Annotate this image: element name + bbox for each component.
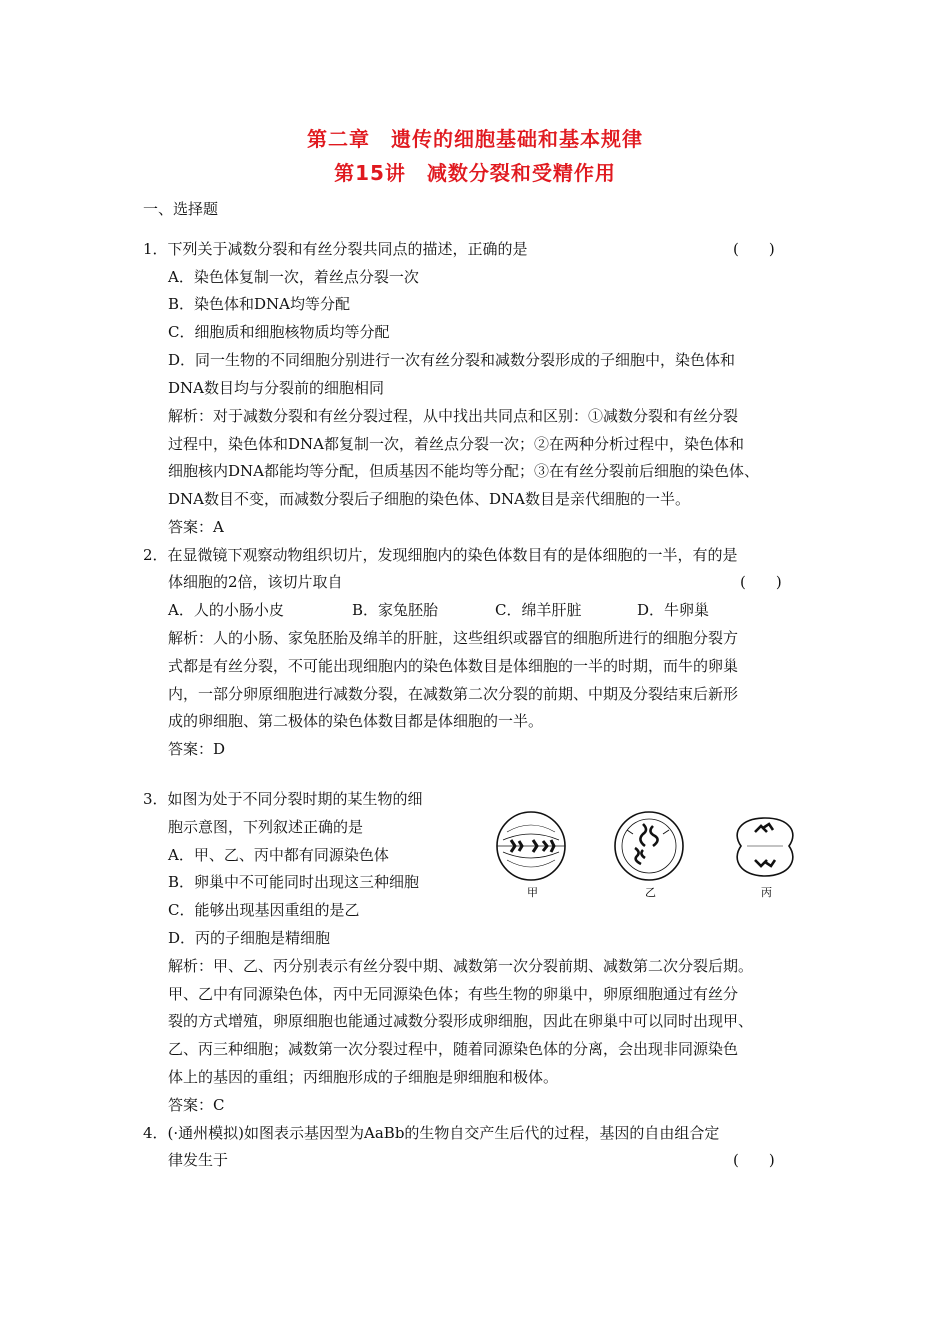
section-heading: 一、选择题 [143,200,219,218]
q1-option-d-line1: D．同一生物的不同细胞分别进行一次有丝分裂和减数分裂形成的子细胞中，染色体和 [168,351,736,369]
lesson-title: 第15讲 减数分裂和受精作用 [334,161,616,185]
q4-stem-line2: 律发生于 [168,1151,229,1169]
q3-stem-line1: 3．如图为处于不同分裂时期的某生物的细 [143,790,423,808]
q4-stem-line1: 4．(·通州模拟)如图表示基因型为AaBb的生物自交产生后代的过程，基因的自由组合定 [143,1124,720,1142]
q2-stem-line2: 体细胞的2倍，该切片取自 [168,573,343,591]
q3-analysis-line5: 体上的基因的重组；丙细胞形成的子细胞是卵细胞和极体。 [168,1068,559,1086]
q3-option-d: D．丙的子细胞是精细胞 [168,929,331,947]
q3-option-c: C．能够出现基因重组的是乙 [168,901,360,919]
q2-option-c: C．绵羊肝脏 [495,601,582,619]
cell-yi [615,812,683,880]
cell-label-yi: 乙 [645,886,656,899]
q1-option-d-line2: DNA数目均与分裂前的细胞相同 [168,379,384,397]
q3-analysis-line3: 裂的方式增殖，卵原细胞也能通过减数分裂形成卵细胞，因此在卵巢中可以同时出现甲、 [168,1012,754,1030]
cell-division-figure [493,810,813,900]
q2-analysis-line4: 成的卵细胞、第二极体的染色体数目都是体细胞的一半。 [168,712,544,730]
q1-analysis-line1: 解析：对于减数分裂和有丝分裂过程，从中找出共同点和区别：①减数分裂和有丝分裂 [168,407,739,425]
q1-option-c: C．细胞质和细胞核物质均等分配 [168,323,390,341]
q1-analysis-line2: 过程中，染色体和DNA都复制一次，着丝点分裂一次；②在两种分析过程中，染色体和 [168,435,744,453]
q3-option-b: B．卵巢中不可能同时出现这三种细胞 [168,873,420,891]
q1-analysis-line4: DNA数目不变，而减数分裂后子细胞的染色体、DNA数目是亲代细胞的一半。 [168,490,690,508]
cell-label-jia: 甲 [527,886,538,899]
q1-option-b: B．染色体和DNA均等分配 [168,295,351,313]
q2-option-d: D．牛卵巢 [637,601,710,619]
q2-analysis-line3: 内，一部分卵原细胞进行减数分裂，在减数第二次分裂的前期、中期及分裂结束后新形 [168,685,739,703]
q2-answer: 答案：D [168,740,226,758]
q3-option-a: A．甲、乙、丙中都有同源染色体 [168,846,389,864]
q4-answer-blank: ( ) [733,1151,775,1169]
cell-jia [497,812,565,880]
q1-stem: 1．下列关于减数分裂和有丝分裂共同点的描述，正确的是 [143,240,528,258]
q3-stem-line2: 胞示意图，下列叙述正确的是 [168,818,364,836]
q2-answer-blank: ( ) [740,573,782,591]
q3-analysis-line4: 乙、丙三种细胞；减数第一次分裂过程中，随着同源染色体的分离，会出现非同源染色 [168,1040,739,1058]
q2-option-b: B．家兔胚胎 [352,601,439,619]
q3-analysis-line1: 解析：甲、乙、丙分别表示有丝分裂中期、减数第一次分裂前期、减数第二次分裂后期。 [168,957,754,975]
q1-answer-blank: ( ) [733,240,775,258]
q2-option-a: A．人的小肠小皮 [168,601,284,619]
cell-bing [737,818,793,876]
q2-analysis-line2: 式都是有丝分裂，不可能出现细胞内的染色体数目是体细胞的一半的时期，而牛的卵巢 [168,657,739,675]
q2-analysis-line1: 解析：人的小肠、家兔胚胎及绵羊的肝脏，这些组织或器官的细胞所进行的细胞分裂方 [168,629,739,647]
q1-option-a: A．染色体复制一次，着丝点分裂一次 [168,268,419,286]
cell-label-bing: 丙 [761,886,772,899]
q3-analysis-line2: 甲、乙中有同源染色体，丙中无同源染色体；有些生物的卵巢中，卵原细胞通过有丝分 [168,985,739,1003]
q3-answer: 答案：C [168,1096,225,1114]
q1-analysis-line3: 细胞核内DNA都能均等分配，但质基因不能均等分配；③在有丝分裂前后细胞的染色体、 [168,462,759,480]
q2-stem-line1: 2．在显微镜下观察动物组织切片，发现细胞内的染色体数目有的是体细胞的一半，有的是 [143,546,738,564]
chapter-title: 第二章 遗传的细胞基础和基本规律 [307,127,643,151]
q1-answer: 答案：A [168,518,224,536]
